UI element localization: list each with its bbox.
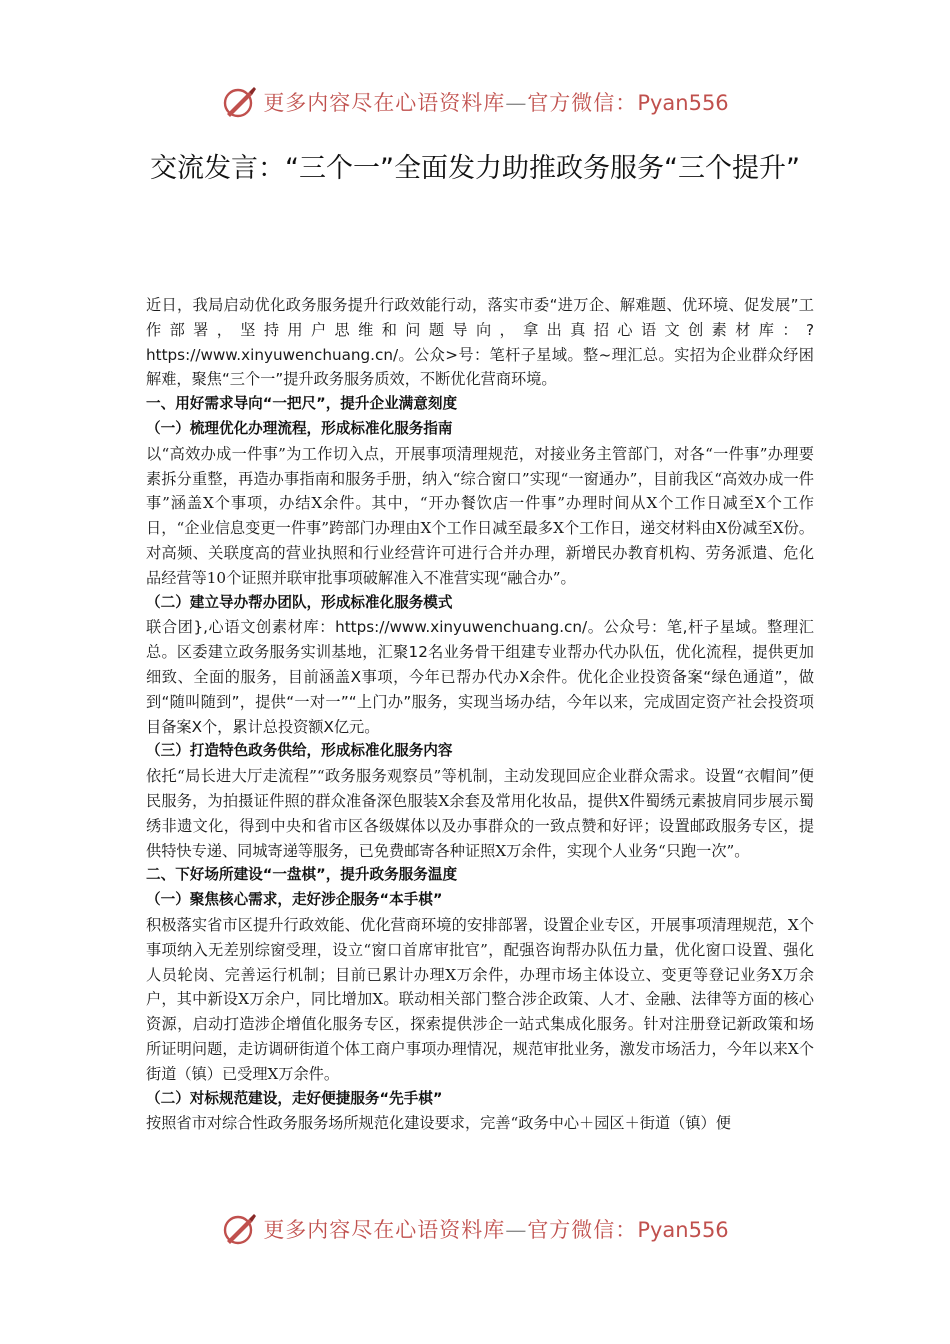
paragraph-2-1: 积极落实省市区提升行政效能、优化营商环境的安排部署，设置企业专区，开展事项清理规范，X个事项纳入无差别综窗受理，设立“窗口首席审批官”，配强咨询帮办队伍力量，优化窗口设置、强化人员轮岗、完善运行机制；目前已累计办理X万余件，办理市场主体设立、变更等登记业务X万余户，其中新设X万余户，同比增加X。联动相关部门整合涉企政策、人才、金融、法律等方面的核心资源，启动打造涉企增值化服务专区，探索提供涉企一站式集成化服务。针对注册登记新政策和场所证明问题，走访调研街道个体工商户事项办理情况，规范审批业务，激发市场活力，今年以来X个街道（镇）已受理X万余件。 [146, 915, 814, 1083]
banner-wechat-id: Pyan556 [637, 91, 729, 115]
paragraph-2-2: 按照省市对综合性政务服务场所规范化建设要求，完善“政务中心＋园区＋街道（镇）便 [146, 1114, 731, 1133]
document-title: 交流发言：“三个一”全面发力助推政务服务“三个提升” [150, 153, 800, 184]
paragraph-1-1: 以“高效办成一件事”为工作切入点，开展事项清理规范，对接业务主管部门，对各“一件事”办理要素拆分重整，再造办事指南和服务手册，纳入“综合窗口”实现“一窗通办”，目前我区“高效办成一件事”涵盖X个事项，办结X余件。其中，“开办餐饮店一件事”办理时间从X个工作日减至X个工作日，“企业信息变更一件事”跨部门办理由X个工作日减至最多X个工作日，递交材料由X份减至X份。对高频、关联度高的营业执照和行业经营许可进行合并办理，新增民办教育机构、劳务派遣、危化品经营等10个证照并联审批事项破解准入不准营实现“融合办”。 [146, 444, 814, 587]
subsection-heading-1-3: （三）打造特色政务供给，形成标准化服务内容 [146, 742, 453, 760]
header-banner [0, 80, 950, 124]
section-heading-1: 一、用好需求导向“一把尺”，提升企业满意刻度 [146, 395, 458, 413]
pen-circle-logo-icon [221, 1211, 257, 1247]
banner-wechat-id: Pyan556 [637, 1218, 729, 1242]
banner-main-text: 更多内容尽在心语资料库 [263, 1218, 506, 1242]
subsection-heading-2-2: （二）对标规范建设，走好便捷服务“先手棋” [146, 1089, 443, 1107]
paragraph-1-3: 依托“局长进大厅走流程”“政务服务观察员”等机制，主动发现回应企业群众需求。设置“衣帽间”便民服务，为拍摄证件照的群众准备深色服装X余套及常用化妆品，提供X件蜀绣元素披肩同步展示蜀绣非遗文化，得到中央和省市区各级媒体以及办事群众的一致点赞和好评；设置邮政服务专区，提供特快专递、同城寄递等服务，已免费邮寄各种证照X万余件，实现个人业务“只跑一次”。 [146, 767, 814, 860]
footer-banner [0, 1207, 950, 1251]
subsection-heading-1-1: （一）梳理优化办理流程，形成标准化服务指南 [146, 419, 453, 437]
section-heading-2: 二、下好场所建设“一盘棋”，提升政务服务温度 [146, 866, 458, 884]
pen-circle-logo-icon [221, 84, 257, 120]
banner-text [263, 87, 728, 117]
banner-dash: — [505, 1218, 528, 1242]
document-body [146, 293, 814, 1136]
paragraph-1-2: 联合团},心语文创素材库：https://www.xinyuwenchuang.cn/。公众号：笔,杆子星域。整理汇总。区委建立政务服务实训基地，汇聚12名业务骨干组建专业帮办代办队伍，优化流程，提供更加细致、全面的服务，目前涵盖X事项，今年已帮办代办X余件。优化企业投资备案“绿色通道”，做到“随叫随到”，提供“一对一”“上门办”服务，实现当场办结，今年以来，完成固定资产社会投资项目备案X个，累计总投资额X亿元。 [146, 618, 814, 736]
banner-dash: — [505, 91, 528, 115]
banner-main-text: 更多内容尽在心语资料库 [263, 91, 506, 115]
banner-label: 官方微信： [527, 91, 638, 115]
subsection-heading-2-1: （一）聚焦核心需求，走好涉企服务“本手棋” [146, 891, 443, 909]
banner-label: 官方微信： [527, 1218, 638, 1242]
banner-text [263, 1214, 728, 1244]
intro-paragraph: 近日，我局启动优化政务服务提升行政效能行动，落实市委“进万企、解难题、优环境、促发展”工作部署，坚持用户思维和问题导向，拿出真招心语文创素材库：?https://www.xinyuwenchuang.cn/。公众>号：笔杆子星域。整~理汇总。实招为企业群众纾困解难，聚焦“三个一”提升政务服务质效，不断优化营商环境。 [146, 296, 814, 389]
subsection-heading-1-2: （二）建立导办帮办团队，形成标准化服务模式 [146, 593, 453, 611]
